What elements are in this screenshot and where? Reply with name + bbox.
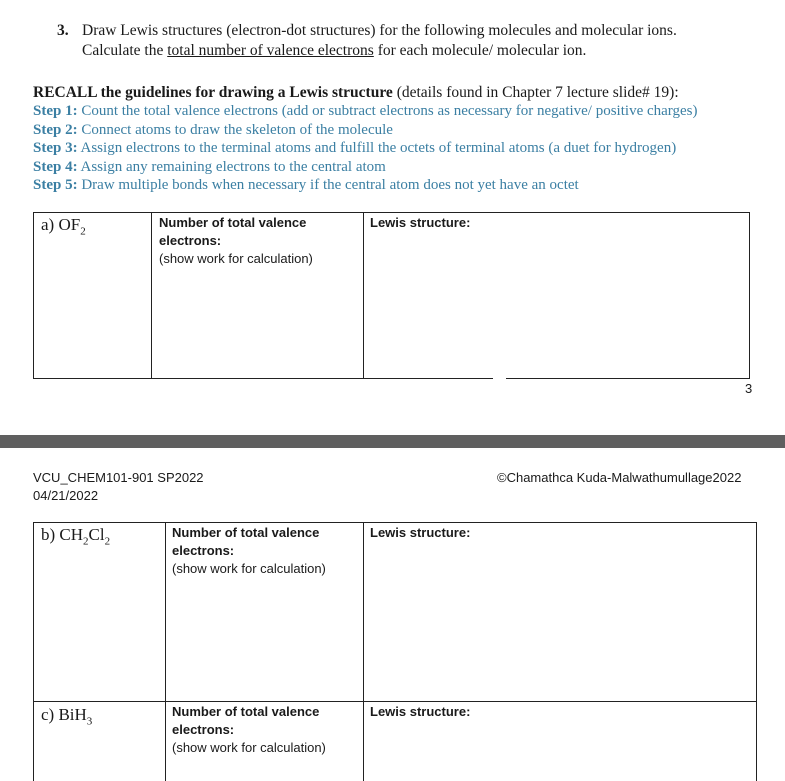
valence-cell-c: Number of total valence electrons: (show work for calculation)	[172, 704, 326, 755]
molecule-a-label: a) $OF_2$	[41, 215, 86, 238]
lewis-cell-a: Lewis structure:	[370, 215, 471, 230]
recall-heading: RECALL the guidelines for drawing a Lewis structure (details found in Chapter 7 lecture slide# 19):	[33, 84, 679, 101]
question-text	[82, 21, 677, 61]
step-3: Step 3: Assign electrons to the terminal atoms and fulfill the octets of terminal atoms (a duet for hydrogen)	[33, 140, 677, 156]
lewis-cell-c: Lewis structure:	[370, 704, 471, 719]
step-4: Step 4: Assign any remaining electrons to the central atom	[33, 158, 386, 175]
molecule-c-label: c) BiH$_3$	[41, 705, 93, 728]
question-line-2: Calculate the total number of valence electrons for each molecule/ molecular ion.	[82, 42, 587, 59]
table-b-divider-1	[165, 522, 166, 781]
table-a-top-border	[33, 212, 750, 213]
steps-list	[33, 102, 698, 195]
table-b-top-border	[33, 522, 757, 523]
valence-cell-a: Number of total valence electrons: (show work for calculation)	[159, 215, 313, 266]
lewis-cell-b: Lewis structure:	[370, 525, 471, 540]
step-5: Step 5: Draw multiple bonds when necessary if the central atom does not yet have an octet	[33, 177, 579, 193]
molecule-b-label: b) $CH_2Cl_2$	[41, 525, 111, 548]
page-break-bar	[0, 435, 785, 448]
table-a-left-border	[33, 212, 34, 379]
table-a-bottom-border-right	[506, 378, 750, 379]
course-info	[33, 469, 204, 505]
table-a-right-border	[749, 212, 750, 379]
question-line-1: Draw Lewis structures (electron-dot structures) for the following molecules and molecular ions.	[82, 22, 677, 39]
copyright: ©Chamathca Kuda-Malwathumullage2022	[497, 470, 742, 485]
table-a-divider-2	[363, 212, 364, 379]
underlined-phrase: total number of valence electrons	[167, 42, 374, 59]
valence-cell-b: Number of total valence electrons: (show work for calculation)	[172, 525, 326, 576]
question-number: 3.	[57, 22, 69, 39]
table-bc-divider	[33, 701, 757, 702]
table-a-bottom-border	[33, 378, 493, 379]
table-b-right-border	[756, 522, 757, 781]
step-2: Step 2: Connect atoms to draw the skeleton of the molecule	[33, 121, 393, 138]
step-1: Step 1: Count the total valence electrons (add or subtract electrons as necessary for negative/ positive charges)	[33, 103, 698, 119]
table-a-divider-1	[151, 212, 152, 379]
page-number: 3	[745, 381, 753, 396]
table-b-divider-2	[363, 522, 364, 781]
course-name: VCU_CHEM101-901 SP2022	[33, 470, 204, 485]
question-block	[57, 21, 69, 41]
course-date: 04/21/2022	[33, 488, 99, 503]
table-b-left-border	[33, 522, 34, 781]
